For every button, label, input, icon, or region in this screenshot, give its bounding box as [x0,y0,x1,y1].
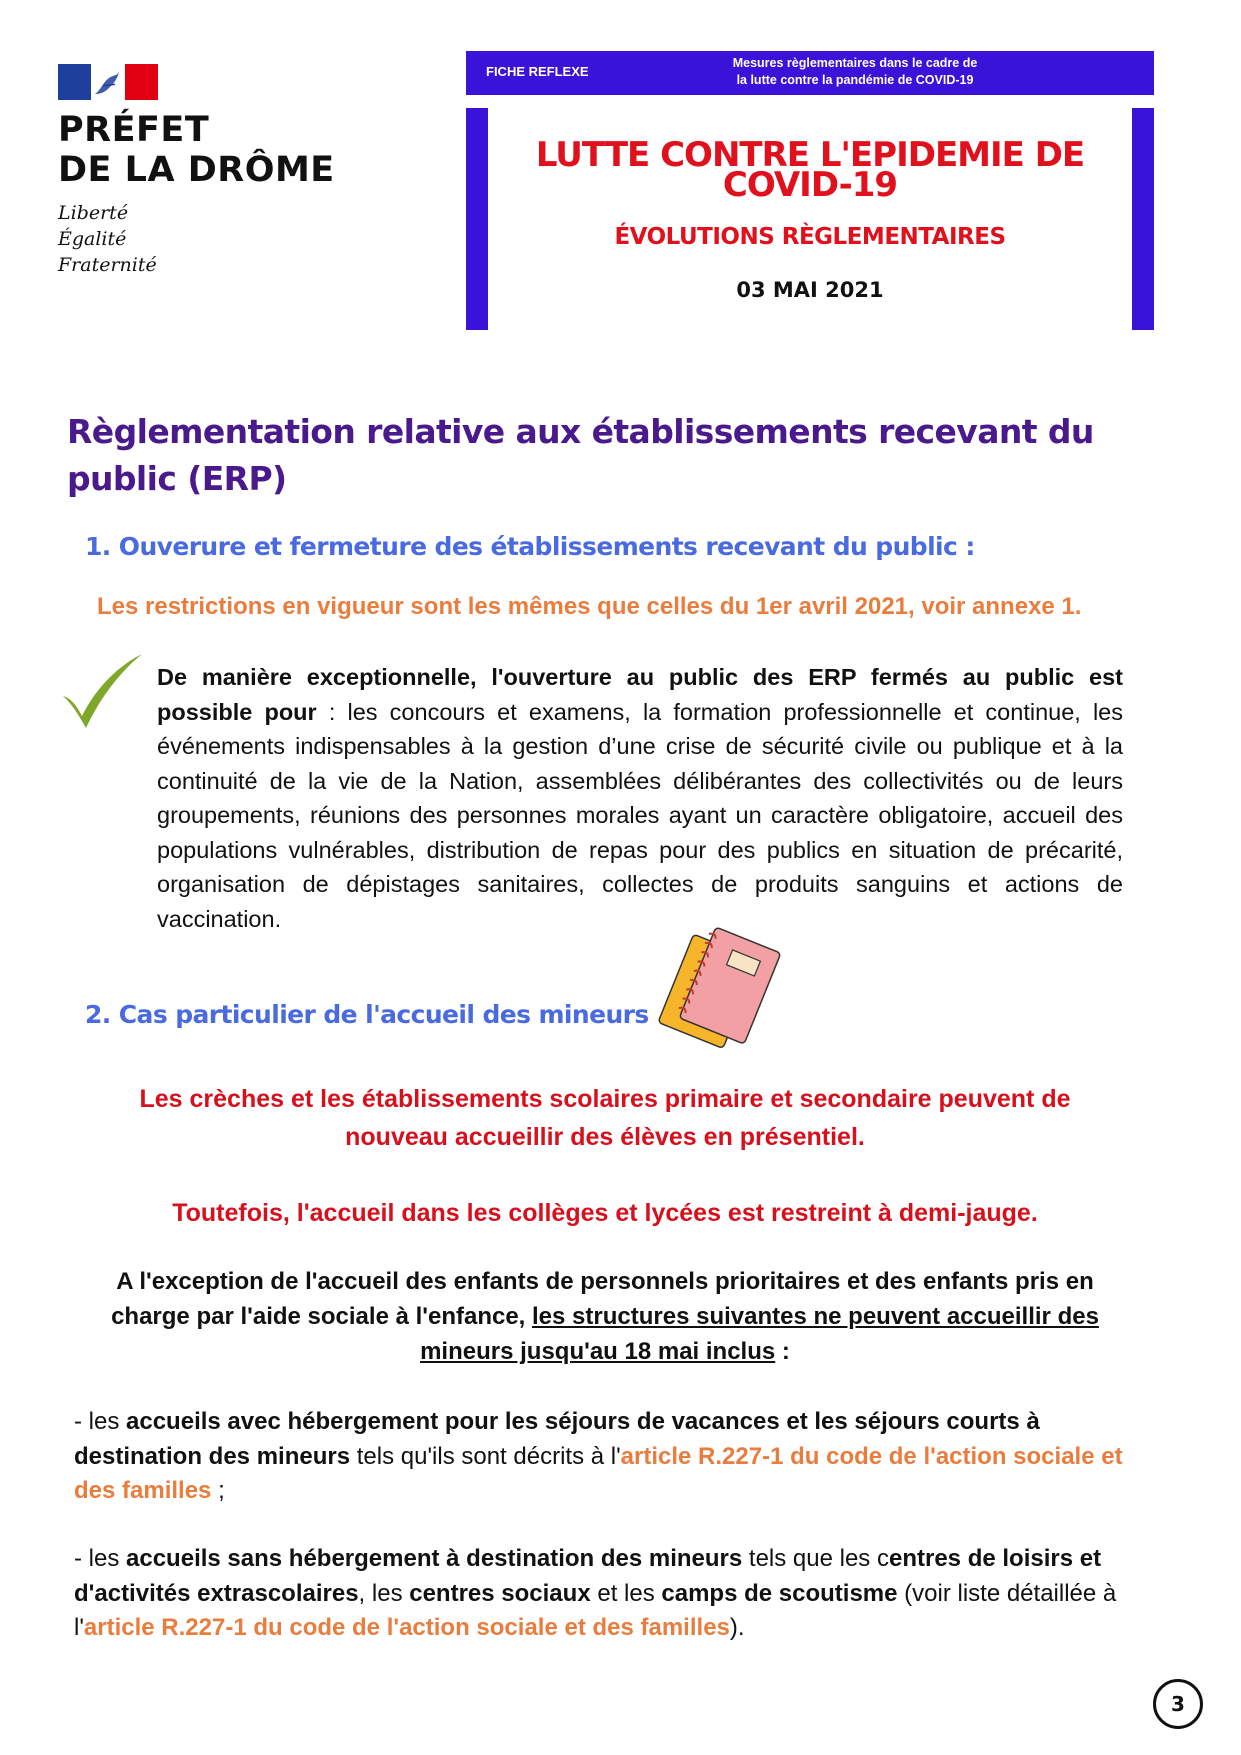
section-title: Règlementation relative aux établissements recevant du public (ERP) [67,412,1094,498]
prefecture-logo [58,64,348,278]
subtitle: ÉVOLUTIONS RÈGLEMENTAIRES [614,224,1006,250]
header-frame-left [466,108,488,330]
main-title: LUTTE CONTRE L'EPIDEMIE DE COVID-19 [535,135,1085,205]
erp-exception-paragraph: De manière exceptionnelle, l'ouverture au public des ERP fermés au public est possible pour : les concours et examens, la formation professionnelle et continue, les événements indispensables à la gestion d’une crise de sécurité civile ou publique et à la continuité de la vie de la Nation, assemblées délibérantes des collectivités ou de leurs groupements, réunions des personnes morales ayant un caractère obligatoire, accueil des populations vulnérables, distribution de repas pour des publics en situation de précarité, organisation de dépistages sanitaires, collectes de produits sanguins et actions de vaccination. [157,664,1123,932]
list-item: - les accueils avec hébergement pour les séjours de vacances et les séjours courts à destination des mineurs tels qu'ils sont décrits à l'article R.227-1 du code de l'action sociale et des familles ; [74,1408,1123,1504]
creches-notice: Les crèches et les établissements scolaires primaire et secondaire peuvent de nouveau accueillir des élèves en présentiel. [139,1085,1071,1151]
heading-minors: 2. Cas particulier de l'accueil des mineurs [85,1000,649,1029]
header-title-box [490,135,1130,302]
article-link[interactable]: article R.227-1 du code de l'action sociale et des familles [74,1442,1123,1504]
heading-erp-opening: 1. Ouverure et fermeture des établissements recevant du public : [85,532,975,561]
document-date: 03 MAI 2021 [736,278,884,302]
fiche-tag: FICHE REFLEXE [486,64,589,79]
header-context: Mesures règlementaires dans le cadre de la lutte contre la pandémie de COVID-19 [732,56,978,87]
checkmark-icon [60,652,146,732]
article-link[interactable]: article R.227-1 du code de l'action sociale et des familles [83,1614,730,1641]
list-item: - les accueils sans hébergement à destination des mineurs tels que les centres de loisirs et d'activités extrascolaires, les centres sociaux et les camps de scoutisme (voir liste détaillée à l'article R.227-1 du code de l'action sociale et des familles). [74,1545,1117,1641]
exception-paragraph: A l'exception de l'accueil des enfants de personnels prioritaires et des enfants pris en charge par l'aide sociale à l'enfance, les structures suivantes ne peuvent accueillir des mineurs jusqu'au 18 mai inclus : [111,1268,1099,1365]
header-frame-right [1132,108,1154,330]
republic-motto: Liberté Égalité Fraternité [58,202,157,276]
restrictions-note: Les restrictions en vigueur sont les mêmes que celles du 1er avril 2021, voir annexe 1. [97,593,1082,620]
header-bar [466,51,1154,95]
half-gauge-notice: Toutefois, l'accueil dans les collèges et lycées est restreint à demi-jauge. [172,1199,1038,1227]
page-number: 3 [1153,1679,1203,1729]
notebook-icon [655,920,795,1060]
marianne-flag-icon [58,64,158,100]
prefect-name: PRÉFET DE LA DRÔME [58,110,335,190]
